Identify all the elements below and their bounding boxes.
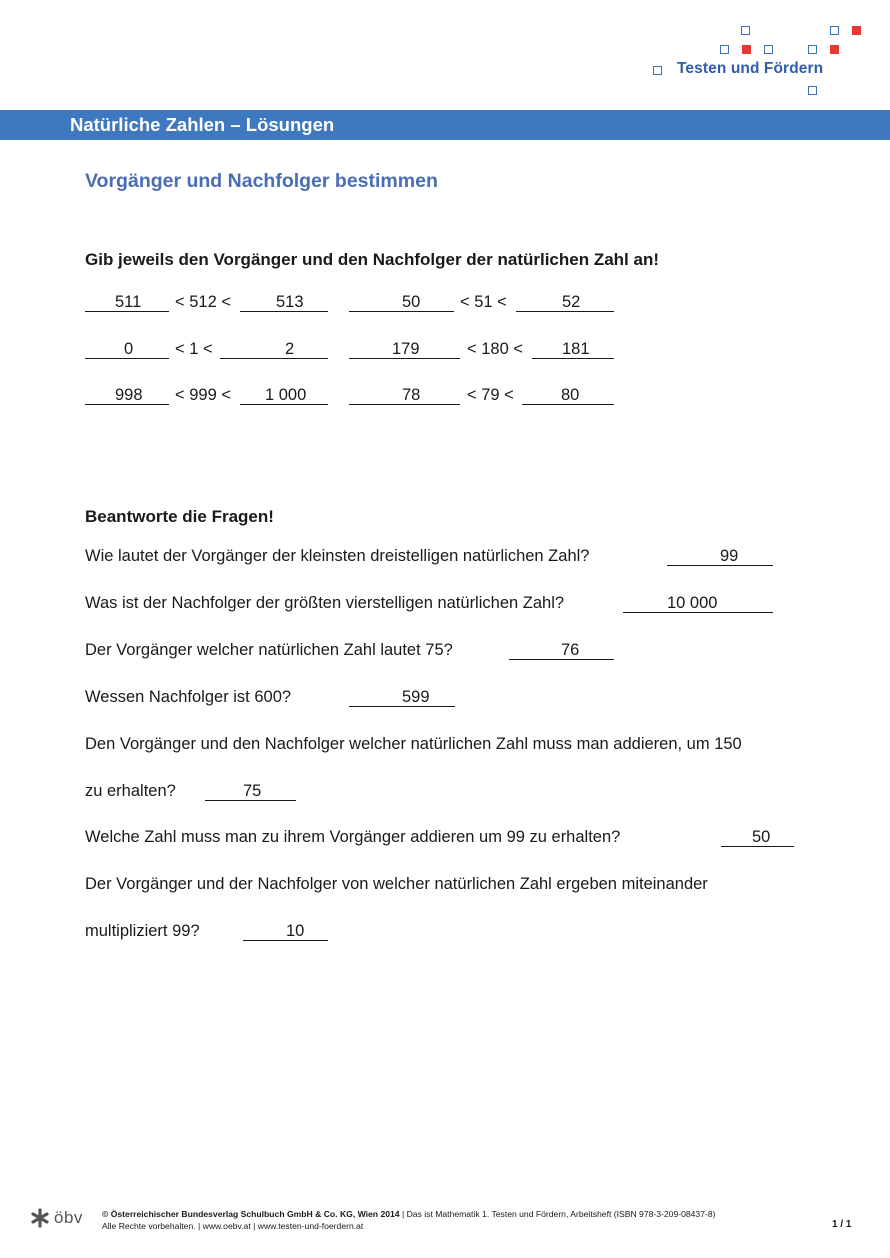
question-text: Was ist der Nachfolger der größten vierstelligen natürlichen Zahl? xyxy=(85,594,565,612)
question-text-continued: multipliziert 99? xyxy=(85,922,200,940)
logo-square xyxy=(852,26,861,35)
comparison-text: < 79 < xyxy=(467,386,514,404)
footer-line-1 xyxy=(102,1208,715,1220)
answer-value: 99 xyxy=(720,547,739,565)
answer-field xyxy=(349,688,455,707)
section-title: Vorgänger und Nachfolger bestimmen xyxy=(85,170,438,192)
successor-field xyxy=(532,340,614,359)
question-text: Wessen Nachfolger ist 600? xyxy=(85,688,292,706)
answer-value: 50 xyxy=(752,828,771,846)
comparison-text: < 51 < xyxy=(460,293,507,311)
publisher-logo-icon xyxy=(30,1208,50,1228)
answer-value: 50 xyxy=(402,293,421,311)
answer-value: 10 000 xyxy=(667,594,718,612)
question-text: Der Vorgänger und der Nachfolger von welcher natürlichen Zahl ergeben miteinander xyxy=(85,875,708,893)
answer-value: 52 xyxy=(562,293,581,311)
comparison-text: < 999 < xyxy=(175,386,231,404)
footer-line-2: Alle Rechte vorbehalten. | www.oebv.at | www.testen-und-foerdern.at xyxy=(102,1221,364,1231)
predecessor-field xyxy=(85,340,169,359)
answer-field xyxy=(623,594,773,613)
successor-field xyxy=(240,386,328,405)
logo-square xyxy=(653,66,662,75)
answer-value: 599 xyxy=(402,688,430,706)
logo-square xyxy=(830,26,839,35)
page-number: 1 / 1 xyxy=(832,1219,852,1230)
answer-value: 0 xyxy=(124,340,134,358)
predecessor-field xyxy=(85,293,169,312)
instruction-2: Beantworte die Fragen! xyxy=(85,507,274,526)
answer-value: 75 xyxy=(243,782,262,800)
logo-text: Testen und Fördern xyxy=(677,60,824,77)
comparison-text: < 512 < xyxy=(175,293,231,311)
predecessor-field xyxy=(349,293,454,312)
publisher-logo-text: öbv xyxy=(54,1208,83,1227)
logo-square xyxy=(830,45,839,54)
predecessor-field xyxy=(349,340,460,359)
answer-value: 513 xyxy=(276,293,304,311)
footer-copyright-bold: © Österreichischer Bundesverlag Schulbuch GmbH & Co. KG, Wien 2014 xyxy=(102,1209,400,1219)
answer-value: 181 xyxy=(562,340,590,358)
logo-square xyxy=(742,45,751,54)
question-text: Der Vorgänger welcher natürlichen Zahl lautet 75? xyxy=(85,641,453,659)
answer-field xyxy=(509,641,614,660)
publisher-logo xyxy=(30,1207,83,1229)
answer-value: 511 xyxy=(115,293,142,311)
page-title: Natürliche Zahlen – Lösungen xyxy=(70,114,335,135)
logo-square xyxy=(808,45,817,54)
instruction-1: Gib jeweils den Vorgänger und den Nachfolger der natürlichen Zahl an! xyxy=(85,250,659,269)
comparison-text: < 180 < xyxy=(467,340,523,358)
predecessor-field xyxy=(85,386,169,405)
successor-field xyxy=(516,293,614,312)
answer-value: 80 xyxy=(561,386,580,404)
answer-value: 179 xyxy=(392,340,420,358)
footer-copyright-rest: | Das ist Mathematik 1. Testen und Fördern, Arbeitsheft (ISBN 978-3-209-08437-8) xyxy=(399,1209,716,1219)
answer-field xyxy=(721,828,794,847)
successor-field xyxy=(240,293,328,312)
predecessor-field xyxy=(349,386,460,405)
answer-value: 10 xyxy=(286,922,305,940)
answer-value: 998 xyxy=(115,386,143,404)
successor-field xyxy=(220,340,328,359)
answer-value: 76 xyxy=(561,641,580,659)
question-text-continued: zu erhalten? xyxy=(85,782,176,800)
answer-field xyxy=(205,782,296,801)
successor-field xyxy=(522,386,614,405)
logo-square xyxy=(808,86,817,95)
answer-field xyxy=(243,922,328,941)
logo-square xyxy=(741,26,750,35)
question-text: Welche Zahl muss man zu ihrem Vorgänger addieren um 99 zu erhalten? xyxy=(85,828,621,846)
footer-copyright xyxy=(102,1208,715,1232)
question-text: Den Vorgänger und den Nachfolger welcher natürlichen Zahl muss man addieren, um 150 xyxy=(85,735,742,753)
logo-square xyxy=(764,45,773,54)
answer-field xyxy=(667,547,773,566)
answer-value: 1 000 xyxy=(265,386,307,404)
logo-square xyxy=(720,45,729,54)
question-text: Wie lautet der Vorgänger der kleinsten dreistelligen natürlichen Zahl? xyxy=(85,547,590,565)
answer-value: 78 xyxy=(402,386,421,404)
answer-value: 2 xyxy=(285,340,295,358)
comparison-text: < 1 < xyxy=(175,340,213,358)
